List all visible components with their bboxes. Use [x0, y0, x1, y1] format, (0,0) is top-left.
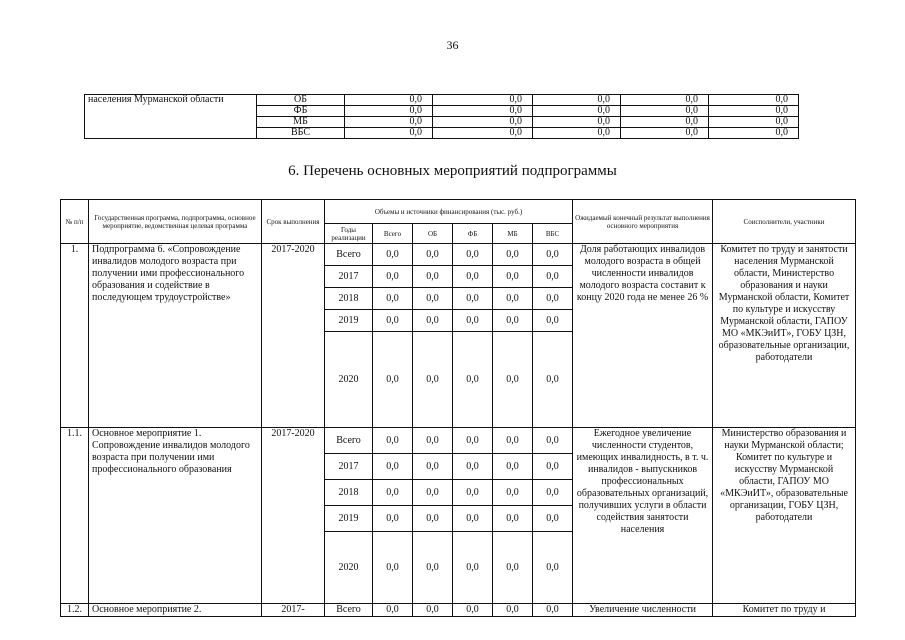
top-value-cell: 0,0 [621, 106, 709, 117]
row-value-cell: 0,0 [453, 288, 493, 310]
row-value-cell: 0,0 [453, 244, 493, 266]
row-value-cell: 0,0 [453, 266, 493, 288]
row-value-cell: 0,0 [533, 506, 573, 532]
row-result-cell: Доля работающих инвалидов молодого возраста в общей численности инвалидов молодого возраста составит к концу 2020 года не менее 26 % [573, 244, 713, 428]
row-value-cell: 0,0 [493, 310, 533, 332]
header-funding: Объемы и источники финансирования (тыс. руб.) [325, 200, 573, 224]
top-value-cell: 0,0 [433, 106, 533, 117]
row-term-cell: 2017-2020 [262, 244, 325, 428]
row-value-cell: 0,0 [453, 332, 493, 428]
row-value-cell: 0,0 [493, 332, 533, 428]
header-ob: ОБ [413, 224, 453, 244]
header-mb: МБ [493, 224, 533, 244]
row-value-cell: 0,0 [373, 266, 413, 288]
page-number: 36 [446, 38, 459, 52]
row-year-cell: 2019 [325, 310, 373, 332]
row-value-cell: 0,0 [533, 454, 573, 480]
row-num-cell: 1.1. [61, 428, 89, 604]
header-executors: Соисполнители, участники [713, 200, 856, 244]
row-result-cell: Увеличение численности [573, 604, 713, 617]
row-value-cell: 0,0 [373, 454, 413, 480]
top-value-cell: 0,0 [345, 117, 433, 128]
row-value-cell: 0,0 [413, 288, 453, 310]
header-num: № п/п [61, 200, 89, 244]
row-value-cell: 0,0 [453, 454, 493, 480]
row-value-cell: 0,0 [533, 244, 573, 266]
row-value-cell: 0,0 [413, 454, 453, 480]
row-value-cell: 0,0 [533, 288, 573, 310]
header-years: Годы реализации [325, 224, 373, 244]
row-value-cell: 0,0 [413, 310, 453, 332]
row-value-cell: 0,0 [413, 480, 453, 506]
row-value-cell: 0,0 [373, 506, 413, 532]
top-value-cell: 0,0 [709, 128, 799, 139]
row-value-cell: 0,0 [533, 310, 573, 332]
row-value-cell: 0,0 [413, 604, 453, 617]
row-value-cell: 0,0 [533, 428, 573, 454]
top-table-label: населения Мурманской области [85, 95, 257, 139]
row-value-cell: 0,0 [453, 604, 493, 617]
activities-table [60, 199, 856, 617]
header-total: Всего [373, 224, 413, 244]
top-source-cell: ВБС [257, 128, 345, 139]
row-value-cell: 0,0 [533, 532, 573, 604]
top-source-cell: МБ [257, 117, 345, 128]
row-executors-cell: Комитет по труду и [713, 604, 856, 617]
row-value-cell: 0,0 [493, 532, 533, 604]
row-year-cell: Всего [325, 244, 373, 266]
row-year-cell: 2019 [325, 506, 373, 532]
row-value-cell: 0,0 [413, 244, 453, 266]
header-program: Государственная программа, подпрограмма, основное мероприятие, ведомственная целевая программа [89, 200, 262, 244]
top-value-cell: 0,0 [533, 106, 621, 117]
top-value-cell: 0,0 [709, 106, 799, 117]
row-year-cell: 2018 [325, 288, 373, 310]
row-result-cell: Ежегодное увеличение численности студентов, имеющих инвалидность, в т. ч. инвалидов - выпускников профессиональных образовательных организаций, получивших услуги в области содействия занятости населения [573, 428, 713, 604]
row-year-cell: 2020 [325, 532, 373, 604]
row-num-cell: 1. [61, 244, 89, 428]
row-value-cell: 0,0 [373, 428, 413, 454]
row-value-cell: 0,0 [493, 244, 533, 266]
row-value-cell: 0,0 [493, 604, 533, 617]
row-value-cell: 0,0 [373, 480, 413, 506]
row-value-cell: 0,0 [373, 310, 413, 332]
row-value-cell: 0,0 [533, 604, 573, 617]
row-num-cell: 1.2. [61, 604, 89, 617]
funding-continuation-table [84, 94, 799, 139]
row-value-cell: 0,0 [453, 310, 493, 332]
top-value-cell: 0,0 [533, 95, 621, 106]
top-value-cell: 0,0 [433, 117, 533, 128]
row-value-cell: 0,0 [373, 532, 413, 604]
row-value-cell: 0,0 [413, 428, 453, 454]
row-value-cell: 0,0 [533, 332, 573, 428]
row-value-cell: 0,0 [493, 266, 533, 288]
top-value-cell: 0,0 [433, 95, 533, 106]
row-program-cell: Основное мероприятие 1. Сопровождение инвалидов молодого возраста при получении ими профессионального образования [89, 428, 262, 604]
row-executors-cell: Комитет по труду и занятости населения Мурманской области, Министерство образования и науки Мурманской области, Комитет по культуре и искусству Мурманской области, ГАПОУ МО «МКЭиИТ», ГОБУ ЦЗН, образовательные организации, работодатели [713, 244, 856, 428]
row-value-cell: 0,0 [413, 532, 453, 604]
row-value-cell: 0,0 [533, 266, 573, 288]
row-value-cell: 0,0 [453, 428, 493, 454]
row-program-cell: Основное мероприятие 2. [89, 604, 262, 617]
row-value-cell: 0,0 [373, 244, 413, 266]
row-year-cell: 2017 [325, 266, 373, 288]
row-term-cell: 2017- [262, 604, 325, 617]
top-value-cell: 0,0 [345, 95, 433, 106]
table-row [61, 604, 856, 617]
row-executors-cell: Министерство образования и науки Мурманской области; Комитет по культуре и искусству Мурманской области, ГАПОУ МО «МКЭиИТ», образовательные организации, ГОБУ ЦЗН, работодатели [713, 428, 856, 604]
top-value-cell: 0,0 [533, 128, 621, 139]
row-term-cell: 2017-2020 [262, 428, 325, 604]
row-value-cell: 0,0 [453, 532, 493, 604]
top-value-cell: 0,0 [709, 117, 799, 128]
row-value-cell: 0,0 [453, 506, 493, 532]
header-fb: ФБ [453, 224, 493, 244]
row-year-cell: 2017 [325, 454, 373, 480]
row-value-cell: 0,0 [493, 480, 533, 506]
row-year-cell: Всего [325, 604, 373, 617]
header-result: Ожидаемый конечный результат выполнения основного мероприятия [573, 200, 713, 244]
top-value-cell: 0,0 [621, 95, 709, 106]
row-value-cell: 0,0 [493, 288, 533, 310]
row-value-cell: 0,0 [373, 332, 413, 428]
top-value-cell: 0,0 [433, 128, 533, 139]
row-year-cell: 2020 [325, 332, 373, 428]
header-vbs: ВБС [533, 224, 573, 244]
row-value-cell: 0,0 [533, 480, 573, 506]
row-value-cell: 0,0 [413, 506, 453, 532]
top-value-cell: 0,0 [709, 95, 799, 106]
top-value-cell: 0,0 [621, 128, 709, 139]
top-source-cell: ФБ [257, 106, 345, 117]
table-row [61, 428, 856, 454]
row-year-cell: 2018 [325, 480, 373, 506]
row-year-cell: Всего [325, 428, 373, 454]
row-value-cell: 0,0 [413, 266, 453, 288]
row-program-cell: Подпрограмма 6. «Сопровождение инвалидов молодого возраста при получении ими профессионального образования и содействие в последующем трудоустройстве» [89, 244, 262, 428]
row-value-cell: 0,0 [493, 428, 533, 454]
row-value-cell: 0,0 [453, 480, 493, 506]
row-value-cell: 0,0 [373, 288, 413, 310]
row-value-cell: 0,0 [373, 604, 413, 617]
top-source-cell: ОБ [257, 95, 345, 106]
top-value-cell: 0,0 [345, 128, 433, 139]
top-value-cell: 0,0 [533, 117, 621, 128]
table-row [61, 244, 856, 266]
row-value-cell: 0,0 [493, 506, 533, 532]
header-term: Срок выполнения [262, 200, 325, 244]
top-value-cell: 0,0 [621, 117, 709, 128]
top-table-row [85, 95, 799, 106]
section-title: 6. Перечень основных мероприятий подпрограммы [288, 163, 617, 179]
row-value-cell: 0,0 [413, 332, 453, 428]
row-value-cell: 0,0 [493, 454, 533, 480]
top-value-cell: 0,0 [345, 106, 433, 117]
